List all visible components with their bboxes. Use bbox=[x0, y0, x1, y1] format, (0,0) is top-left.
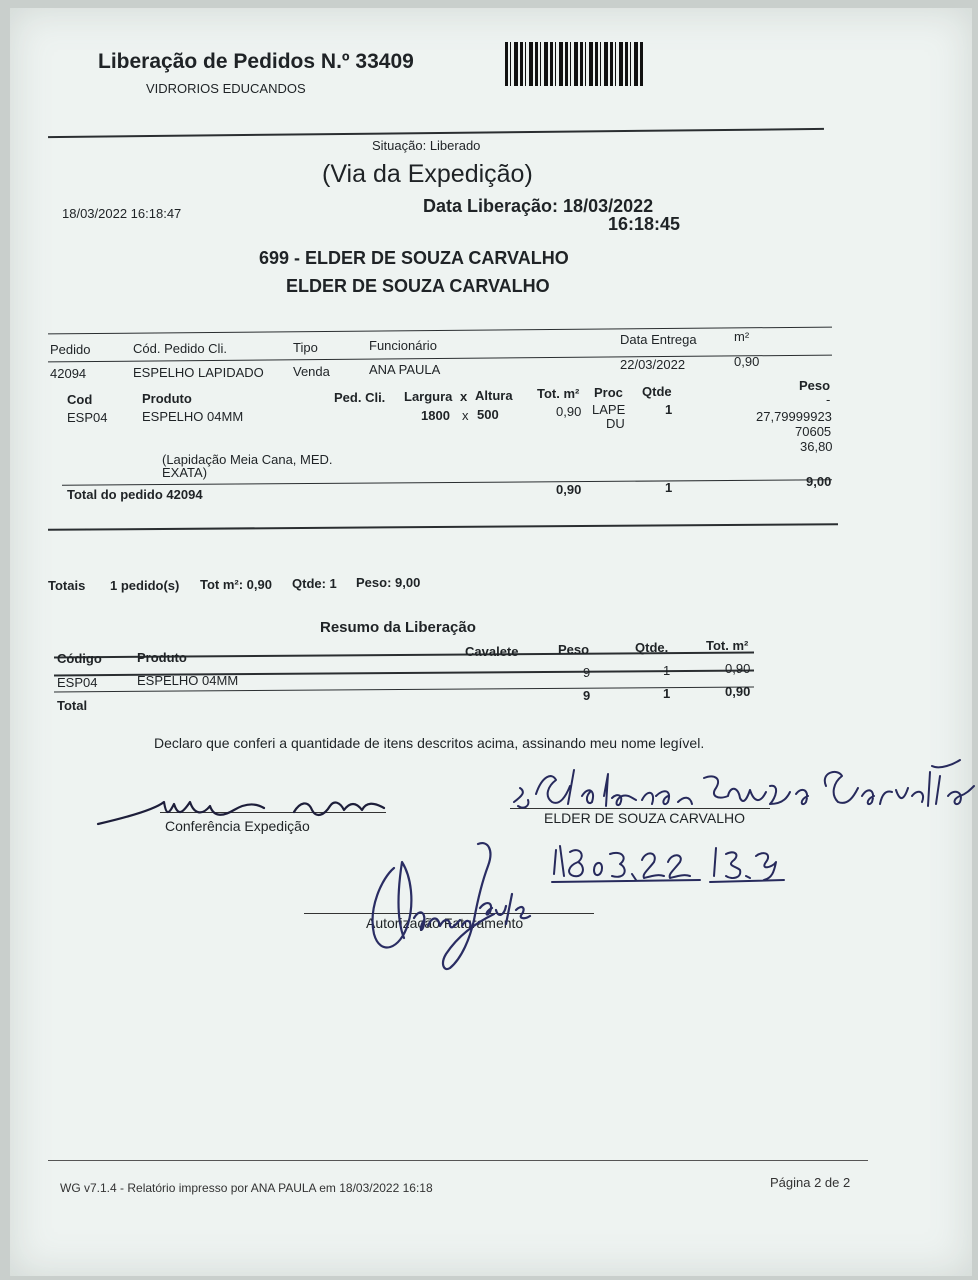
summary-total-qtde: 1 bbox=[663, 686, 671, 701]
summary-header-codigo: Código bbox=[57, 651, 102, 666]
totals-m2: Tot m²: 0,90 bbox=[200, 577, 272, 592]
summary-total-label: Total bbox=[57, 698, 88, 713]
order-total-m2: 0,90 bbox=[556, 482, 582, 497]
item-peso-2: 70605 bbox=[795, 424, 832, 439]
handwritten-date bbox=[550, 840, 800, 888]
company-name: VIDRORIOS EDUCANDOS bbox=[146, 81, 306, 96]
copy-type: (Via da Expedição) bbox=[322, 160, 533, 188]
item-altura: 500 bbox=[477, 407, 499, 422]
item-peso-dash: - bbox=[826, 392, 831, 407]
totals-qtde: Qtde: 1 bbox=[292, 576, 337, 591]
item-header-tot-m2: Tot. m² bbox=[537, 386, 580, 401]
item-qtde: 1 bbox=[665, 402, 673, 417]
autorizacao-label: Autorização Faturamento bbox=[366, 915, 524, 931]
declaration-text: Declaro que conferi a quantidade de itens descritos acima, assinando meu nome legível. bbox=[154, 735, 705, 751]
client-signature-name: ELDER DE SOUZA CARVALHO bbox=[544, 810, 745, 826]
totals-peso: Peso: 9,00 bbox=[356, 575, 421, 590]
item-header-altura: Altura bbox=[475, 388, 513, 403]
item-obs-2: EXATA) bbox=[162, 465, 208, 480]
item-header-ped-cli: Ped. Cli. bbox=[334, 390, 386, 405]
client-code-name: 699 - ELDER DE SOUZA CARVALHO bbox=[259, 248, 569, 268]
item-header-qtde: Qtde bbox=[642, 384, 672, 399]
order-delivery-date: 22/03/2022 bbox=[620, 357, 686, 372]
item-header-x: x bbox=[460, 389, 468, 404]
summary-row-tot-m2: 0,90 bbox=[725, 661, 751, 676]
item-produto: ESPELHO 04MM bbox=[142, 409, 244, 424]
summary-row-codigo: ESP04 bbox=[57, 675, 98, 690]
summary-header-cavalete: Cavalete bbox=[465, 644, 519, 659]
item-proc-2: DU bbox=[606, 416, 625, 431]
total-separator bbox=[62, 479, 832, 485]
release-time: 16:18:45 bbox=[608, 214, 681, 234]
client-name: ELDER DE SOUZA CARVALHO bbox=[286, 276, 550, 296]
header-funcionario: Funcionário bbox=[369, 338, 437, 353]
footer-print-info: WG v7.1.4 - Relatório impresso por ANA PAULA em 18/03/2022 16:18 bbox=[60, 1181, 433, 1195]
document-page bbox=[10, 8, 972, 1276]
autorizacao-handwritten-signature bbox=[354, 838, 554, 974]
footer-divider bbox=[48, 1160, 868, 1161]
page-number: Página 2 de 2 bbox=[770, 1175, 851, 1190]
item-header-produto: Produto bbox=[142, 391, 192, 406]
table-top-border bbox=[48, 327, 832, 335]
item-largura: 1800 bbox=[421, 408, 450, 423]
conferencia-handwritten-signature bbox=[94, 788, 394, 828]
summary-row-peso: 9 bbox=[583, 665, 591, 680]
summary-total-peso: 9 bbox=[583, 688, 591, 703]
release-date: Data Liberação: 18/03/2022 bbox=[423, 196, 654, 216]
item-tot-m2: 0,90 bbox=[556, 404, 582, 419]
item-header-largura: Largura bbox=[404, 389, 453, 404]
barcode-image bbox=[505, 42, 645, 86]
summary-header-produto: Produto bbox=[137, 650, 187, 665]
order-total-qtde: 1 bbox=[665, 480, 673, 495]
header-data-entrega: Data Entrega bbox=[620, 332, 697, 347]
header-tipo: Tipo bbox=[293, 340, 318, 355]
order-total-peso: 9,00 bbox=[806, 474, 832, 489]
summary-header-qtde: Qtde. bbox=[635, 640, 669, 655]
order-type: Venda bbox=[293, 364, 330, 379]
summary-header-tot-m2: Tot. m² bbox=[706, 638, 749, 653]
order-number: 42094 bbox=[50, 366, 87, 381]
totals-label: Totais bbox=[48, 578, 86, 593]
item-obs-1: (Lapidação Meia Cana, MED. bbox=[162, 452, 333, 467]
item-cod: ESP04 bbox=[67, 410, 108, 425]
divider bbox=[48, 128, 824, 138]
summary-title: Resumo da Liberação bbox=[320, 619, 476, 636]
item-header-peso: Peso bbox=[799, 378, 831, 393]
order-employee: ANA PAULA bbox=[369, 362, 441, 377]
header-cod-pedido-cli: Cód. Pedido Cli. bbox=[133, 341, 227, 356]
item-x: x bbox=[462, 408, 469, 423]
summary-row-qtde: 1 bbox=[663, 663, 671, 678]
document-title: Liberação de Pedidos N.º 33409 bbox=[98, 50, 414, 73]
order-m2: 0,90 bbox=[734, 354, 760, 369]
header-pedido: Pedido bbox=[50, 342, 91, 357]
printed-timestamp: 18/03/2022 16:18:47 bbox=[62, 206, 182, 221]
summary-total-tot-m2: 0,90 bbox=[725, 684, 751, 699]
header-m2: m² bbox=[734, 329, 750, 344]
status-text: Situação: Liberado bbox=[372, 138, 481, 153]
summary-row-produto: ESPELHO 04MM bbox=[137, 673, 239, 688]
totals-pedidos: 1 pedido(s) bbox=[110, 578, 180, 593]
item-header-cod: Cod bbox=[67, 392, 93, 407]
summary-header-peso: Peso bbox=[558, 642, 590, 657]
order-total-label: Total do pedido 42094 bbox=[67, 487, 203, 502]
item-proc-1: LAPE bbox=[592, 402, 626, 417]
item-header-proc: Proc bbox=[594, 385, 623, 400]
conferencia-label: Conferência Expedição bbox=[165, 818, 310, 834]
table-bottom-border bbox=[48, 523, 838, 531]
order-client-code: ESPELHO LAPIDADO bbox=[133, 365, 264, 380]
item-peso-3: 36,80 bbox=[800, 439, 833, 454]
client-handwritten-signature bbox=[508, 756, 978, 828]
item-peso-1: 27,79999923 bbox=[756, 409, 832, 424]
